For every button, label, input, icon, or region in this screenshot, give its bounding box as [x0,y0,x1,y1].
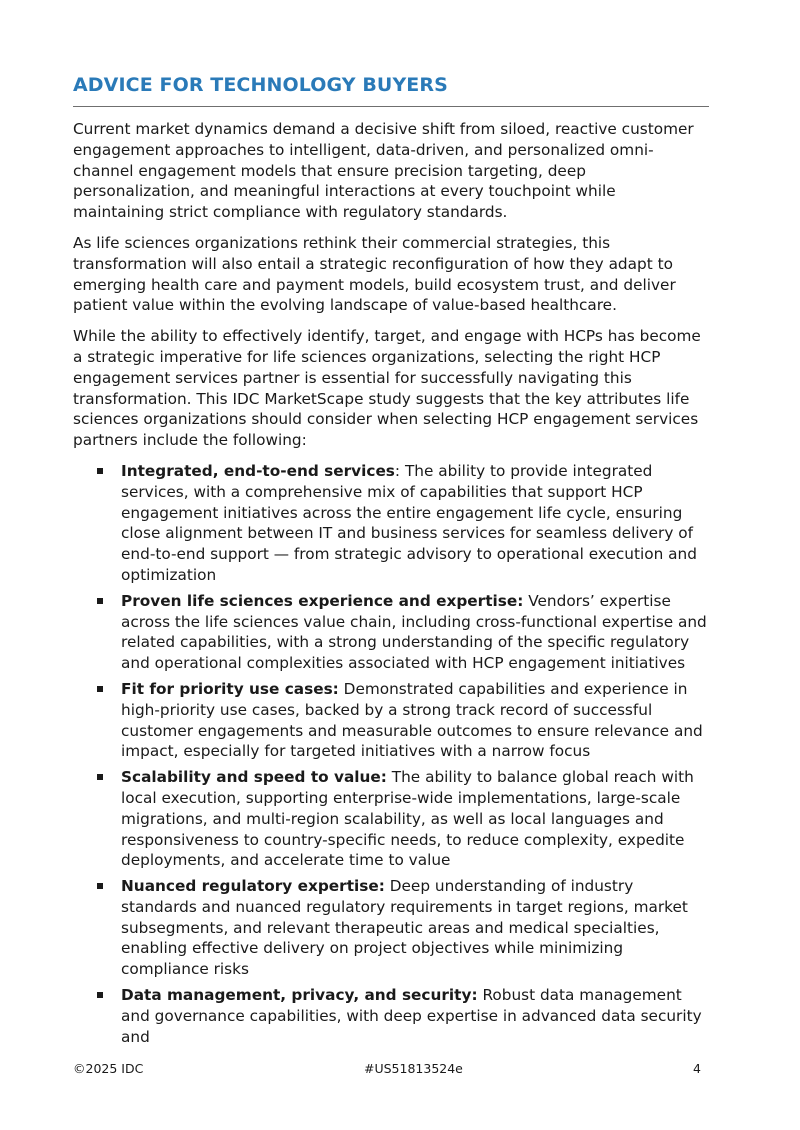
list-item-text: : The ability to provide integrated services, with a comprehensive mix of capabilities that support HCP engagement initiatives across the entire engagement life cycle, ensuring close alignment between IT and business services for seamless delivery of end-to-end support — from strategic advisory to operational execution and optimization [121,461,697,584]
square-bullet-icon [97,686,103,692]
list-item-title: Data management, privacy, and security: [121,986,478,1005]
list-item [73,985,709,1047]
list-item [73,461,709,586]
footer-doc-id: #US51813524e [364,1061,463,1076]
footer-page-number: 4 [693,1061,701,1076]
attribute-list [73,461,709,1048]
square-bullet-icon [97,883,103,889]
footer-copyright: ©2025 IDC [73,1061,144,1076]
list-item-title: Fit for priority use cases: [121,679,339,698]
list-item-title: Integrated, end-to-end services [121,461,395,480]
list-item-text: The ability to balance global reach with local execution, supporting enterprise-wide implementations, large-scale migrations, and multi-region scalability, as well as local languages and responsiveness to country-specific needs, to reduce complexity, expedite deployments, and accelerate time to value [121,768,694,870]
list-item [73,767,709,871]
list-item-title: Nuanced regulatory expertise: [121,877,385,896]
list-item [73,591,709,674]
list-item-title: Proven life sciences experience and expertise: [121,591,524,610]
list-item [73,876,709,980]
square-bullet-icon [97,992,103,998]
section-heading: ADVICE FOR TECHNOLOGY BUYERS [73,72,709,107]
document-page [73,72,709,1052]
list-item [73,679,709,762]
square-bullet-icon [97,774,103,780]
paragraph-1: Current market dynamics demand a decisive shift from siloed, reactive customer engagement approaches to intelligent, data-driven, and personalized omni-channel engagement models that ensure precision targeting, deep personalization, and meaningful interactions at every touchpoint while maintaining strict compliance with regulatory standards. [73,120,694,222]
list-item-text: Vendors’ expertise across the life sciences value chain, including cross-functional expertise and related capabilities, with a strong understanding of the specific regulatory and operational complexities associated with HCP engagement initiatives [121,591,707,673]
square-bullet-icon [97,598,103,604]
list-item-title: Scalability and speed to value: [121,768,387,787]
list-item-text: Deep understanding of industry standards and nuanced regulatory requirements in target regions, market subsegments, and relevant therapeutic areas and medical specialties, enabling effective delivery on project objectives while minimizing compliance risks [121,877,688,979]
paragraph-3: While the ability to effectively identify, target, and engage with HCPs has become a strategic imperative for life sciences organizations, selecting the right HCP engagement services partner is essential for successfully navigating this transformation. This IDC MarketScape study suggests that the key attributes life sciences organizations should consider when selecting HCP engagement services partners include the following: [73,327,701,450]
list-item-text: Robust data management and governance capabilities, with deep expertise in advanced data security and [121,986,702,1046]
list-item-text: Demonstrated capabilities and experience in high-priority use cases, backed by a strong track record of successful customer engagements and measurable outcomes to ensure relevance and impact, especially for targeted initiatives with a narrow focus [121,679,703,761]
square-bullet-icon [97,468,103,474]
paragraph-2: As life sciences organizations rethink their commercial strategies, this transformation will also entail a strategic reconfiguration of how they adapt to emerging health care and payment models, build ecosystem trust, and deliver patient value within the evolving landscape of value-based healthcare. [73,233,676,315]
